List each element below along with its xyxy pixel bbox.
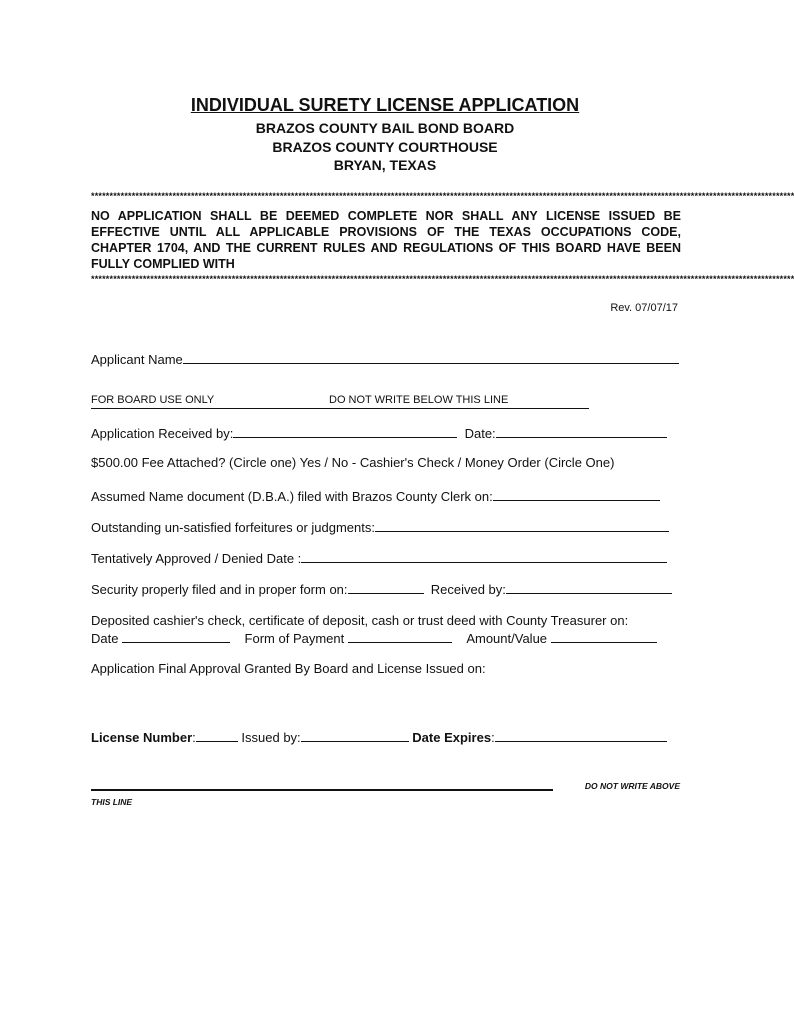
license-number-colon: : [192,730,196,745]
board-name: BRAZOS COUNTY BAIL BOND BOARD [255,120,515,136]
tentative-field[interactable] [301,549,667,563]
fee-row: $500.00 Fee Attached? (Circle one) Yes / No - Cashier's Check / Money Order (Circle One) [91,455,615,470]
assumed-name-field[interactable] [493,487,660,501]
form-title: INDIVIDUAL SURETY LICENSE APPLICATION [190,95,580,115]
applicant-name-label: Applicant Name [91,352,183,367]
app-received-label: Application Received by: [91,426,234,441]
city-state: BRYAN, TEXAS [333,157,437,173]
do-not-write-label: DO NOT WRITE BELOW THIS LINE [329,394,509,406]
bottom-divider-line [91,789,553,791]
deposit-date-label: Date [91,631,119,646]
assumed-name-label: Assumed Name document (D.B.A.) filed with Brazos County Clerk on: [91,489,493,504]
tentative-row [91,549,667,566]
outstanding-label: Outstanding un-satisfied forfeitures or judgments: [91,520,375,535]
received-by-field[interactable] [506,580,672,594]
security-field[interactable] [348,580,424,594]
date-field[interactable] [496,424,667,438]
security-label: Security properly filed and in proper form on: [91,582,348,597]
board-use-row [91,394,589,409]
applicant-name-field[interactable] [183,350,679,364]
deposit-details-row [91,629,657,646]
do-not-write-above-label: DO NOT WRITE ABOVE [584,781,680,791]
deposit-date-field[interactable] [122,629,230,643]
deposited-label: Deposited cashier's check, certificate of deposit, cash or trust deed with County Treasurer on: [91,613,629,628]
star-divider-top: ********************************************************************************************************************************************************************************************** [91,191,794,201]
applicant-name-row [91,350,679,367]
assumed-name-row [91,487,660,504]
form-of-payment-label: Form of Payment [244,631,345,646]
license-number-label: License Number [91,730,193,745]
notice-text: NO APPLICATION SHALL BE DEEMED COMPLETE NOR SHALL ANY LICENSE ISSUED BE EFFECTIVE UNTIL ALL APPLICABLE PROVISIONS OF THE TEXAS OCCUPATIONS CODE, CHAPTER 1704, AND THE CURRENT RULES AND REGULATIONS OF THIS BOARD HAVE BEEN FULLY COMPLIED WITH [91,209,681,271]
courthouse-name: BRAZOS COUNTY COURTHOUSE [272,139,498,155]
board-use-label: FOR BOARD USE ONLY [91,394,215,406]
date-expires-field[interactable] [495,728,667,742]
outstanding-row [91,518,669,535]
received-by-label: Received by: [430,582,506,597]
issued-by-label: Issued by: [241,730,301,745]
date-expires-label: Date Expires [412,730,492,745]
app-received-field[interactable] [233,424,457,438]
outstanding-field[interactable] [375,518,669,532]
revision-date: Rev. 07/07/17 [610,302,678,314]
form-of-payment-field[interactable] [348,629,452,643]
license-row [91,728,667,745]
amount-value-field[interactable] [551,629,657,643]
date-expires-colon: : [491,730,495,745]
tentative-label: Tentatively Approved / Denied Date : [91,551,302,566]
date-label: Date: [464,426,496,441]
star-divider-bottom: ********************************************************************************************************************************************************************************************** [91,274,794,284]
amount-value-label: Amount/Value [466,631,548,646]
final-approval-label: Application Final Approval Granted By Board and License Issued on: [91,661,486,676]
license-number-field[interactable] [196,728,238,742]
issued-by-field[interactable] [301,728,409,742]
this-line-label: THIS LINE [91,797,133,807]
application-received-row [91,424,667,441]
security-row [91,580,672,597]
